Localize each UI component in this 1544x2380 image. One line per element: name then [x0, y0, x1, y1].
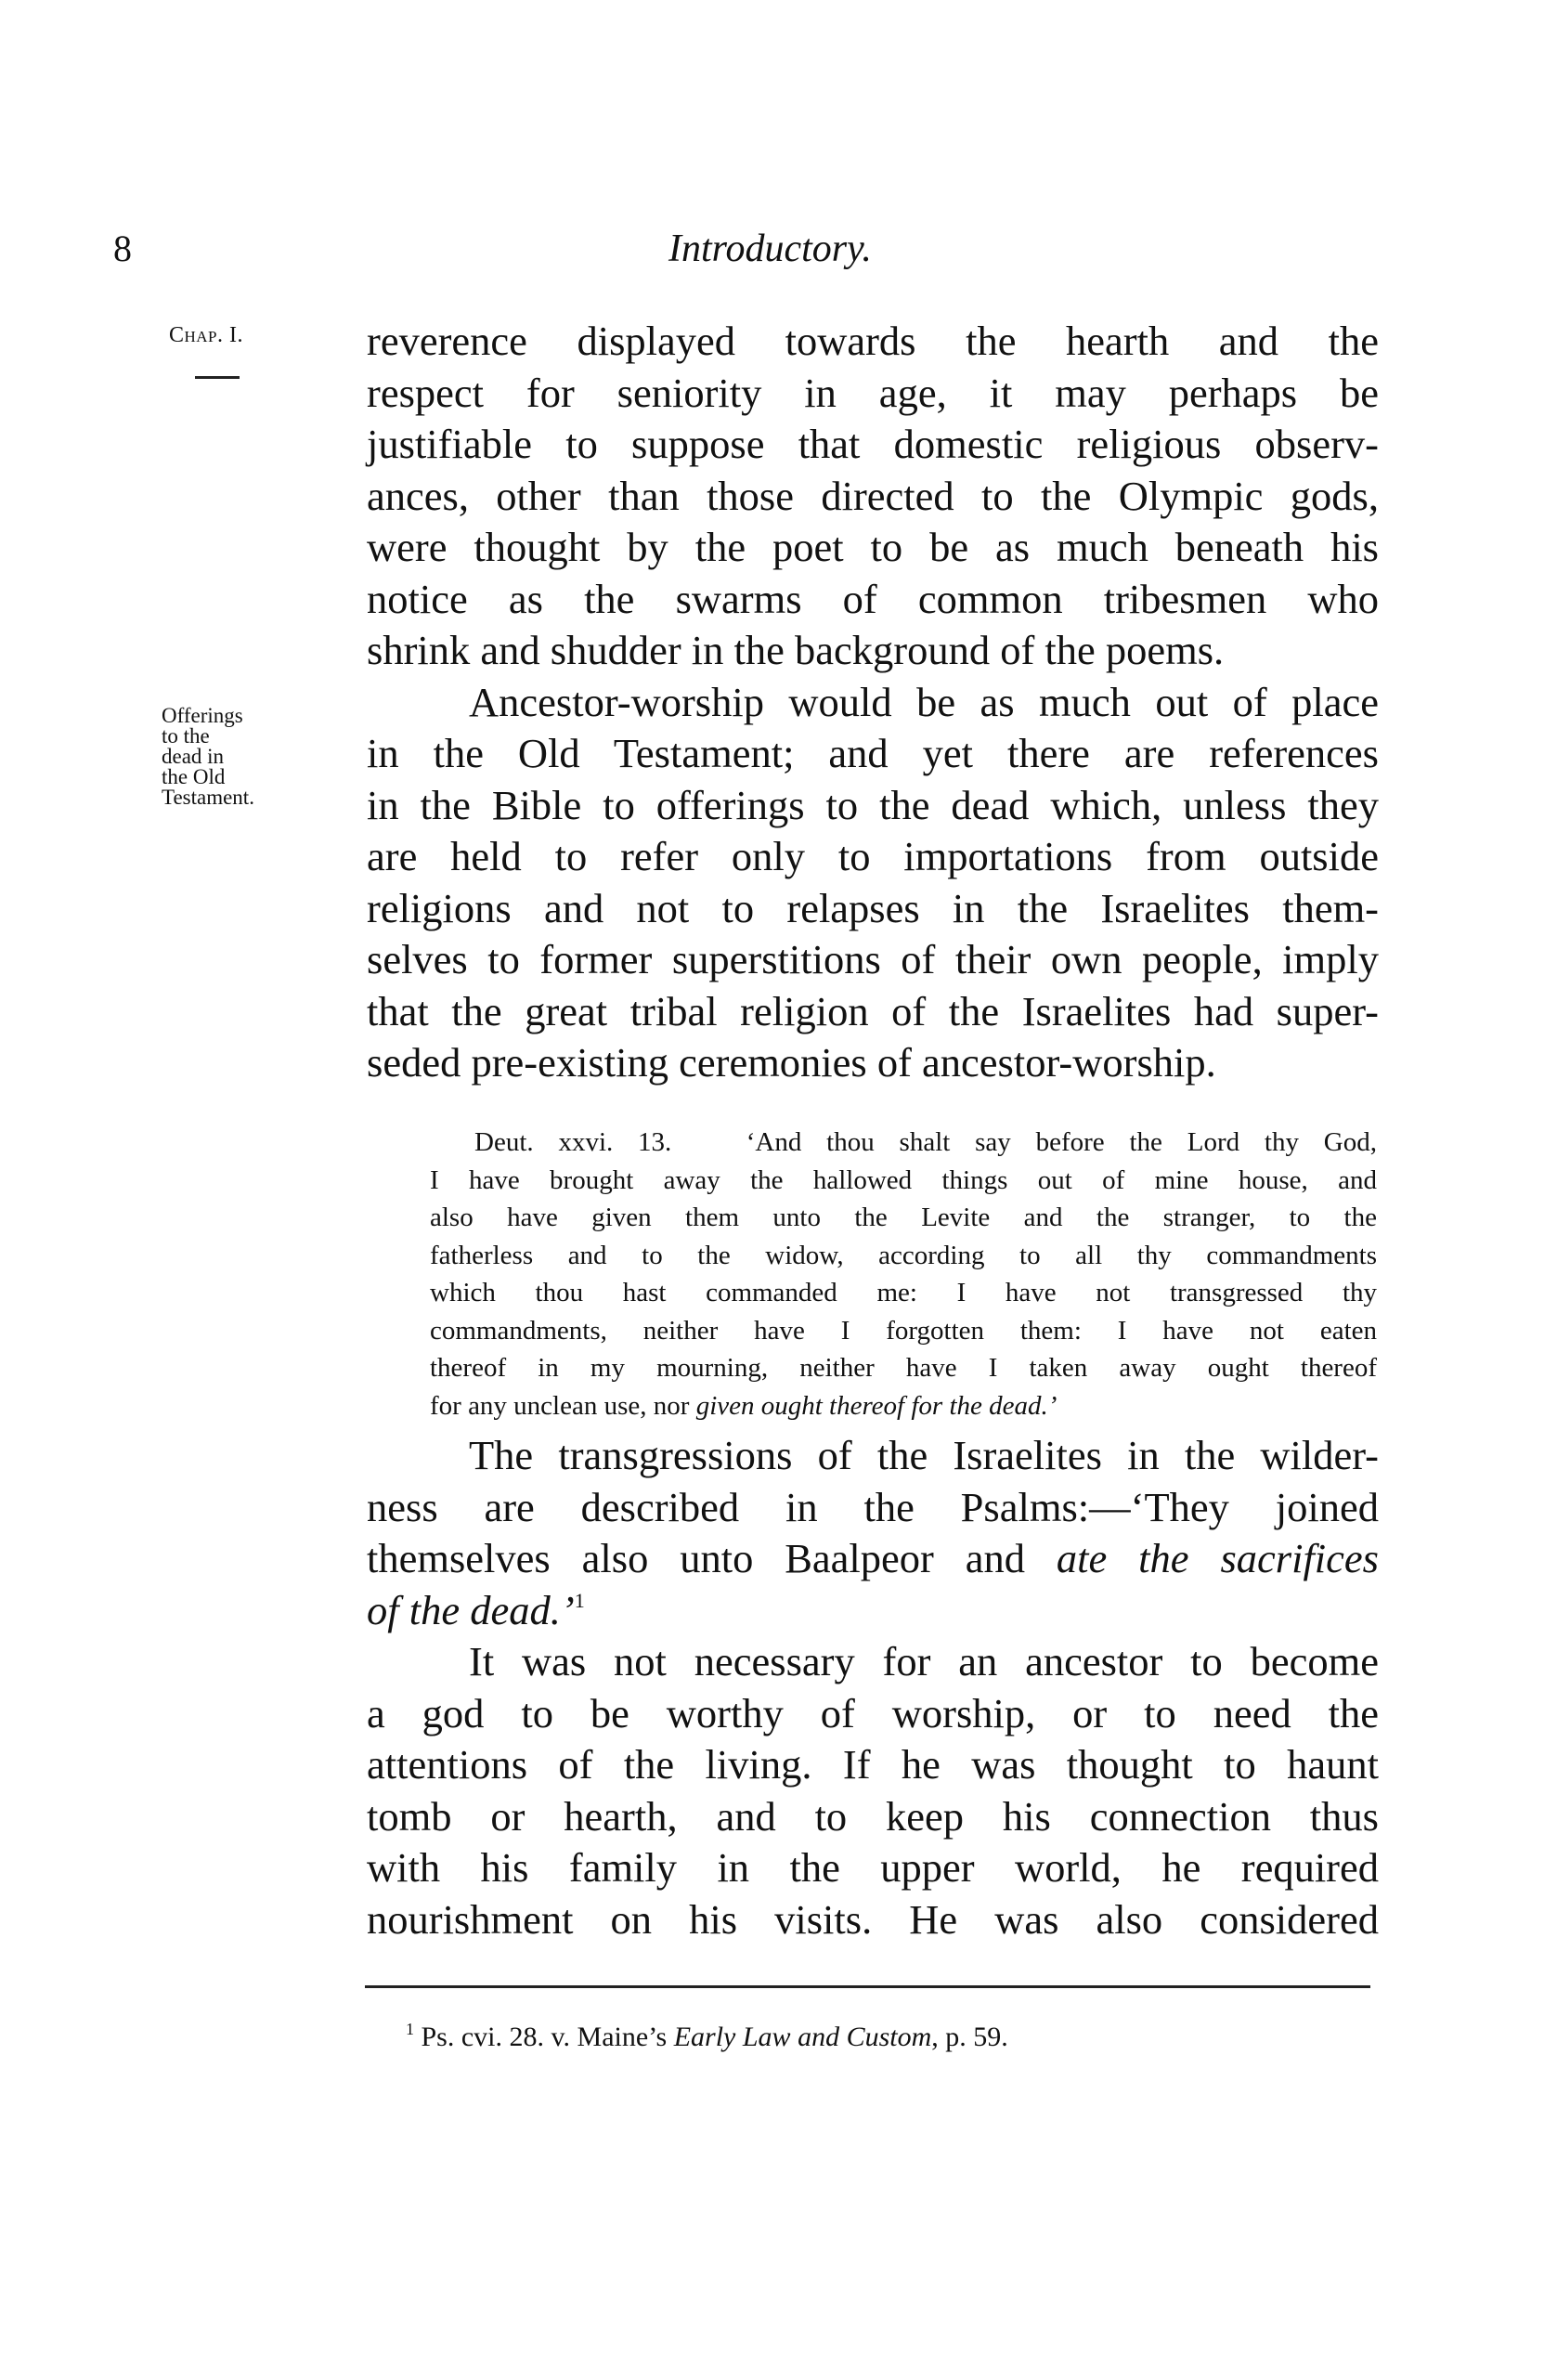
quote-emphasis: given ought thereof for the dead.’	[695, 1390, 1057, 1421]
body-line: are held to refer only to importations from outside	[367, 833, 1379, 879]
chapter-label	[169, 323, 243, 348]
body-line: shrink and shudder in the background of the poems.	[367, 627, 1225, 673]
running-title: Introductory.	[668, 228, 872, 270]
body-line: notice as the swarms of common tribesmen who	[367, 575, 1379, 622]
sidenote-line: Offerings	[162, 704, 243, 727]
sidenote	[162, 706, 254, 808]
body-line: in the Bible to offerings to the dead which, unless they	[367, 781, 1379, 828]
sidenote-line: the Old	[162, 765, 226, 788]
footnote-rule	[365, 1985, 1370, 1988]
body-line: in the Old Testament; and yet there are references	[367, 730, 1379, 776]
body-line: were thought by the poet to be as much beneath his	[367, 524, 1379, 570]
body-line: Ancestor-worship would be as much out of place	[469, 678, 1379, 725]
quote-line	[430, 1387, 1377, 1425]
body-line: It was not necessary for an ancestor to become	[469, 1638, 1379, 1684]
body-line: that the great tribal religion of the Israelites had super-	[367, 987, 1379, 1034]
quote-reference: Deut. xxvi. 13.	[474, 1127, 672, 1157]
block-quote	[430, 1124, 1377, 1424]
sidenote-line: Testament.	[162, 786, 254, 809]
body-line: a god to be worthy of worship, or to need the	[367, 1689, 1379, 1736]
chapter-label-text: Chap. I.	[169, 323, 244, 347]
body-line: attentions of the living. If he was thought to haunt	[367, 1741, 1379, 1788]
footnote-book-title: Early Law and Custom	[673, 2022, 932, 2052]
body-line: tomb or hearth, and to keep his connection thus	[367, 1792, 1379, 1840]
body-line: seded pre-existing ceremonies of ancestor-worship.	[367, 1039, 1216, 1086]
footnote-marker: 1	[406, 2020, 414, 2038]
body-line: ances, other than those directed to the Olympic gods,	[367, 472, 1379, 519]
sidenote-line: dead in	[162, 745, 225, 768]
quote-line	[430, 1124, 1377, 1162]
body-paragraphs-2	[367, 1430, 1379, 1636]
running-head	[0, 221, 1544, 277]
body-line: justifiable to suppose that domestic religious observ-	[367, 421, 1379, 467]
body-paragraphs-3	[367, 1636, 1379, 1945]
body-line: respect for seniority in age, it may perhaps be	[367, 369, 1379, 416]
chapter-rule	[195, 376, 240, 379]
quote-line: which thou hast commanded me: I have not transgressed thy	[430, 1278, 1377, 1307]
footnote-reference[interactable]: 1	[574, 1588, 585, 1612]
quote-line: I have brought away the hallowed things out of mine house, and	[430, 1164, 1377, 1195]
body-line: religions and not to relapses in the Israelites them-	[367, 884, 1379, 931]
sidenote-line: to the	[162, 724, 210, 748]
body-line: reverence displayed towards the hearth and the	[367, 318, 1379, 364]
footnote	[406, 2017, 1008, 2058]
body-emphasis: of the dead.’	[367, 1586, 575, 1633]
body-paragraphs-1	[367, 316, 1379, 1089]
quote-line: also have given them unto the Levite and the stranger, to the	[430, 1203, 1377, 1232]
footnote-text-tail: , p. 59.	[931, 2022, 1008, 2052]
quote-line: commandments, neither have I forgotten them: I have not eaten	[430, 1315, 1377, 1346]
footnote-text: Ps. cvi. 28. v. Maine’s	[421, 2022, 674, 2052]
quote-line: fatherless and to the widow, according to all thy commandments	[430, 1240, 1377, 1270]
body-line: with his family in the upper world, he required	[367, 1844, 1379, 1891]
quote-text: for any unclean use, nor	[430, 1390, 696, 1421]
page-number: 8	[113, 228, 132, 269]
body-line: selves to former superstitions of their own people, imply	[367, 936, 1379, 982]
quote-line: thereof in my mourning, neither have I taken away ought thereof	[430, 1353, 1377, 1383]
body-emphasis: ate the sacrifices	[1056, 1535, 1379, 1581]
body-line: nourishment on his visits. He was also considered	[367, 1895, 1379, 1943]
body-line: The transgressions of the Israelites in the wilder-	[469, 1432, 1379, 1478]
body-line: ness are described in the Psalms:—‘They joined	[367, 1483, 1379, 1530]
body-line	[367, 1533, 1379, 1585]
body-line	[367, 1585, 1379, 1637]
body-text: themselves also unto Baalpeor and	[367, 1535, 1057, 1581]
quote-text: ‘And thou shalt say before the Lord thy God,	[746, 1127, 1377, 1157]
